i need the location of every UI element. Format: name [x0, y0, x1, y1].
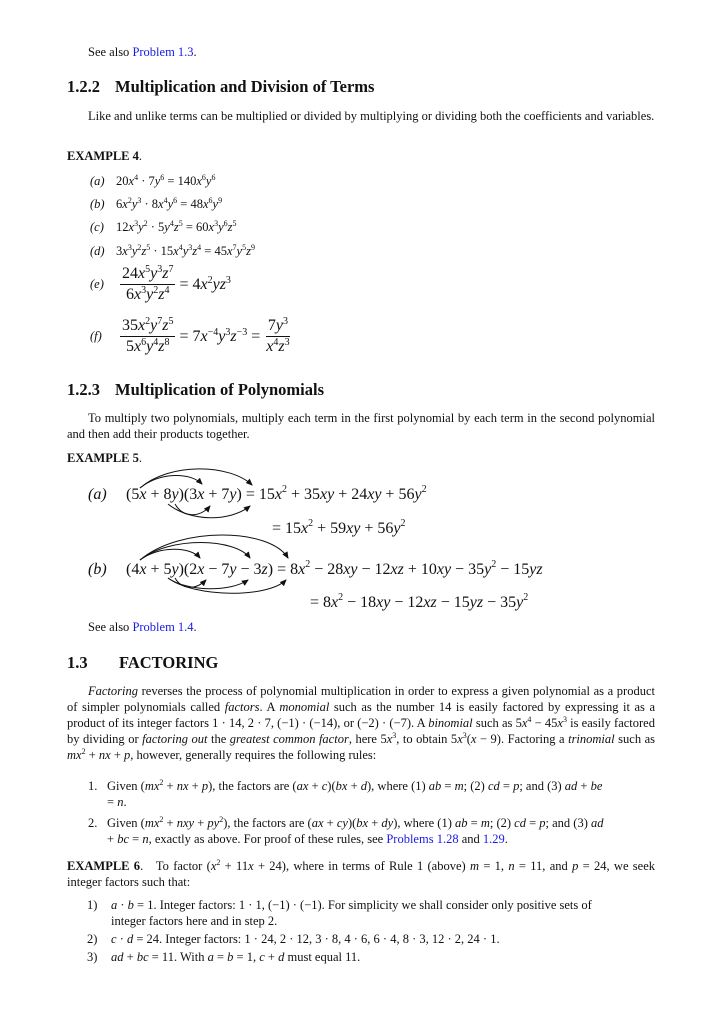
- equation-label: (a): [88, 486, 107, 503]
- section-number: 1.2.3: [67, 380, 100, 399]
- see-also-prefix: See also: [88, 620, 133, 634]
- section-heading: [67, 653, 218, 673]
- fraction: $\frac{24x^5y^3z^7}{6x^3y^2z^4}$: [122, 264, 174, 303]
- step-item: 1) a · b = 1. Integer factors: 1 · 1, (−1) · (−1). For simplicity we shall consider only positive sets of integer factors here and in step 2.: [87, 898, 592, 928]
- equation-label: (e): [90, 277, 104, 291]
- equation-f: (f) $\frac{35x^2y^7z^5}{5x^6y^4z^8}$ = $7x^{-4}y^3z^{-3}$ = $\frac{7y^3}{x^4z^3}$: [90, 316, 290, 355]
- section-number: 1.3: [67, 653, 88, 672]
- polynomial-result-b: = $8x^2 - 18xy - 12xz - 15yz - 35y^2$: [310, 592, 529, 611]
- problem-link[interactable]: Problem 1.4: [132, 620, 194, 634]
- section-title: FACTORING: [119, 653, 219, 672]
- rule-item: 2. Given ($mx^2$ + nxy + $py^2$), the factors are (ax + cy)(bx + dy), where (1) ab = m; (2) cd = p; and (3) ad + bc = n, exactly as above. For proof of these rules, see Problems 1.28 and 1.29.: [88, 815, 604, 846]
- see-also-line: [88, 619, 197, 635]
- equation-b: (b) $6x^2y^3 \cdot 8x^4y^6 = 48x^6y^9$: [90, 196, 223, 211]
- step-item: 2) c · d = 24. Integer factors: 1 · 24, 2 · 12, 3 · 8, 4 · 6, 6 · 4, 8 · 3, 12 · 2, 24 · 1.: [87, 932, 500, 946]
- section-paragraph: [67, 108, 655, 124]
- step-number: 2): [87, 932, 98, 946]
- equation-d: (d) $3x^3y^2z^5 \cdot 15x^4y^3z^4 = 45x^7y^5z^9$: [90, 243, 255, 258]
- section-number: 1.2.2: [67, 77, 100, 96]
- step-item: 3) ad + bc = 11. With a = b = 1, c + d must equal 11.: [87, 950, 361, 964]
- term-monomial: monomial: [279, 700, 330, 714]
- step-text: = 24. Integer factors: 1 · 24, 2 · 12, 3 · 8, 4 · 6, 6 · 4, 8 · 3, 12 · 2, 24 · 1.: [133, 932, 500, 946]
- factoring-paragraph: Factoring reverses the process of polynomial multiplication in order to express a given polynomial as a product of simpler polynomials called factors. A monomial such as the number 14 is easily factored by expressing it as a product of its integer factors 1 · 14, 2 · 7, (−1) · (−14), or (−2) · (−7). A binomial such as $5x^4 - 45x^3$ is easily factored by dividing or factoring out the greatest common factor, here $5x^3$, to obtain $5x^3(x - 9)$. Factoring a trinomial such as $mx^2$ + nx + p, however, generally requires the following rules:: [67, 684, 655, 762]
- polynomial-result-a: = $15x^2 + 59xy + 56y^2$: [272, 518, 406, 537]
- equation-label: (b): [88, 561, 107, 578]
- example6-paragraph: EXAMPLE 6. To factor $(x^2 + 11x + 24)$, where in terms of Rule 1 (above) m = 1, n = 11, and p = 24, we seek integer factors such that:: [67, 858, 656, 889]
- polynomial-product-a: (a) $(5x + 8y)(3x + 7y) = 15x^2 + 35xy + 24xy + 56y^2$: [88, 484, 427, 503]
- equation-label: (d): [90, 244, 105, 258]
- section-title: Multiplication and Division of Terms: [115, 77, 375, 96]
- see-also-line: [88, 44, 197, 60]
- link-conjunction: and: [458, 832, 483, 846]
- example-label-text: EXAMPLE 5: [67, 451, 139, 465]
- example-label-period: .: [138, 451, 142, 465]
- step-number: 1): [87, 898, 98, 912]
- equation-label: (a): [90, 174, 105, 188]
- section-paragraph: [67, 410, 655, 442]
- see-also-prefix: See also: [88, 45, 133, 59]
- section-title: Multiplication of Polynomials: [115, 380, 325, 399]
- fraction: $\frac{35x^2y^7z^5}{5x^6y^4z^8}$: [122, 316, 174, 355]
- term-factoring: Factoring: [88, 684, 138, 698]
- equation-label: (b): [90, 197, 105, 211]
- problem-link[interactable]: Problems 1.28: [386, 832, 459, 846]
- see-also-suffix: .: [193, 45, 197, 59]
- term-factors: factors: [224, 700, 260, 714]
- equation-a: (a) $20x^4 \cdot 7y^6 = 140x^6y^6$: [90, 173, 216, 188]
- see-also-suffix: .: [193, 620, 197, 634]
- term-factoring-out: factoring out: [142, 732, 208, 746]
- problem-link[interactable]: 1.29: [482, 832, 505, 846]
- paragraph-text: Like and unlike terms can be multiplied or divided by multiplying or dividing both the coefficients and variables.: [88, 109, 655, 123]
- paragraph-text: To multiply two polynomials, multiply each term in the first polynomial by each term in the second polynomial and then add their products together.: [67, 411, 655, 441]
- equation-e: (e) $\frac{24x^5y^3z^7}{6x^3y^2z^4}$ = $4x^2yz^3$: [90, 264, 231, 303]
- section-heading: [67, 77, 374, 97]
- example-label-text: EXAMPLE 4: [67, 149, 139, 163]
- problem-link[interactable]: Problem 1.3: [132, 45, 194, 59]
- fraction: $\frac{7y^3}{x^4z^3}$: [266, 316, 290, 355]
- example-label: [67, 149, 142, 164]
- section-heading: [67, 380, 324, 400]
- example-label-period: .: [140, 859, 144, 873]
- polynomial-product-b: (b) $(4x + 5y)(2x - 7y - 3z) = 8x^2 - 28xy - 12xz + 10xy - 35y^2 - 15yz$: [88, 559, 543, 578]
- example-label-period: .: [138, 149, 142, 163]
- equation-c: (c) $12x^3y^2 \cdot 5y^4z^5 = 60x^3y^6z^5$: [90, 219, 237, 234]
- example-label-text: EXAMPLE 6: [67, 859, 141, 873]
- step-number: 3): [87, 950, 98, 964]
- term-gcf: greatest common factor: [229, 732, 349, 746]
- equation-label: (f): [90, 329, 102, 343]
- example-label: [67, 451, 142, 466]
- term-trinomial: trinomial: [568, 732, 615, 746]
- term-binomial: binomial: [428, 716, 473, 730]
- equation-label: (c): [90, 220, 104, 234]
- rule-item: 1. Given ($mx^2$ + nx + p), the factors are (ax + c)(bx + d), where (1) ab = m; (2) cd = p; and (3) ad + be = n.: [88, 778, 603, 809]
